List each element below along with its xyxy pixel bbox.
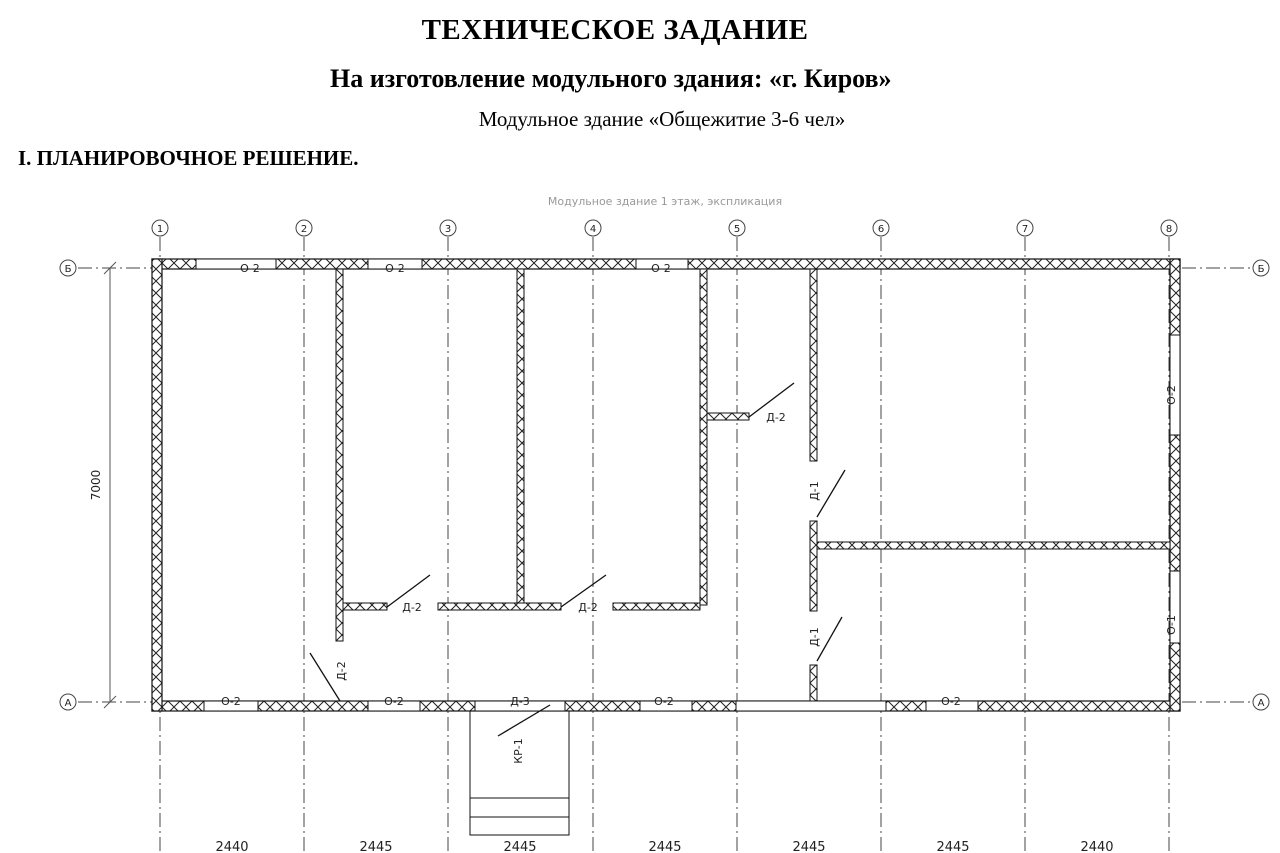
door-label-5: Д-1 [808,627,821,647]
bay-dimension-1: 2440 [215,840,249,853]
document-title: ТЕХНИЧЕСКОЕ ЗАДАНИЕ [421,14,809,46]
axis-number-6: 6 [877,224,885,235]
axis-number-7: 7 [1021,224,1029,235]
door-label-4: Д-1 [808,481,821,501]
section-heading: I. ПЛАНИРОВОЧНОЕ РЕШЕНИЕ. [18,146,359,170]
window-label-top-2: О-2 [385,262,405,275]
overall-dimension [89,262,116,708]
bay-dimension-3: 2445 [503,840,537,853]
bay-dimension-4: 2445 [648,840,682,853]
axis-number-3: 3 [444,224,452,235]
axis-number-4: 4 [589,224,597,235]
bay-dimension-2: 2445 [359,840,393,853]
column-axis-6 [873,220,889,853]
axis-number-1: 1 [156,224,164,235]
door-swings [310,383,845,736]
porch-label: КР-1 [512,738,525,764]
floor-plan-drawing [0,185,1280,853]
axis-marker-b-right [1253,260,1269,276]
axis-number-8: 8 [1165,224,1173,235]
column-axis-3 [440,220,456,853]
axis-number-5: 5 [733,224,741,235]
window-label-top-1: О-2 [240,262,260,275]
column-axis-7 [1017,220,1033,853]
door-label-1: Д-2 [402,601,422,614]
door-label-2: Д-2 [578,601,598,614]
axis-b-left-label: Б [64,264,72,275]
interior-partitions [336,269,1170,701]
door-label-6: Д-2 [335,661,348,681]
overall-dimension-label: 7000 [89,469,103,501]
window-label-bottom-2: О-2 [384,695,404,708]
window-label-bottom-4: О-2 [941,695,961,708]
bay-dimension-5: 2445 [792,840,826,853]
plan-caption: Модульное здание 1 этаж, экспликация [547,195,783,208]
building-name: Модульное здание «Общежитие 3-6 чел» [478,107,846,131]
window-label-right-2: О-1 [1165,615,1178,635]
window-label-bottom-1: О-2 [221,695,241,708]
axis-b-right-label: Б [1257,264,1265,275]
axis-marker-a-right [1253,694,1269,710]
window-label-bottom-3: О-2 [654,695,674,708]
axis-number-2: 2 [300,224,308,235]
axis-marker-a-left [60,694,76,710]
porch [470,711,569,835]
door-label-3: Д-2 [766,411,786,424]
axis-a-left-label: А [64,698,72,709]
bay-dimension-6: 2445 [936,840,970,853]
door-label-7: Д-3 [510,695,530,708]
window-label-right-1: О-2 [1165,385,1178,405]
bay-dimension-7: 2440 [1080,840,1114,853]
window-label-top-3: О-2 [651,262,671,275]
axis-marker-b-left [60,260,76,276]
exterior-walls [152,259,1180,711]
column-axis-4 [585,220,601,853]
column-axis-5 [729,220,745,853]
document-subtitle: На изготовление модульного здания: «г. Киров» [330,64,892,93]
column-axis-2 [296,220,312,853]
axis-a-right-label: А [1257,698,1265,709]
